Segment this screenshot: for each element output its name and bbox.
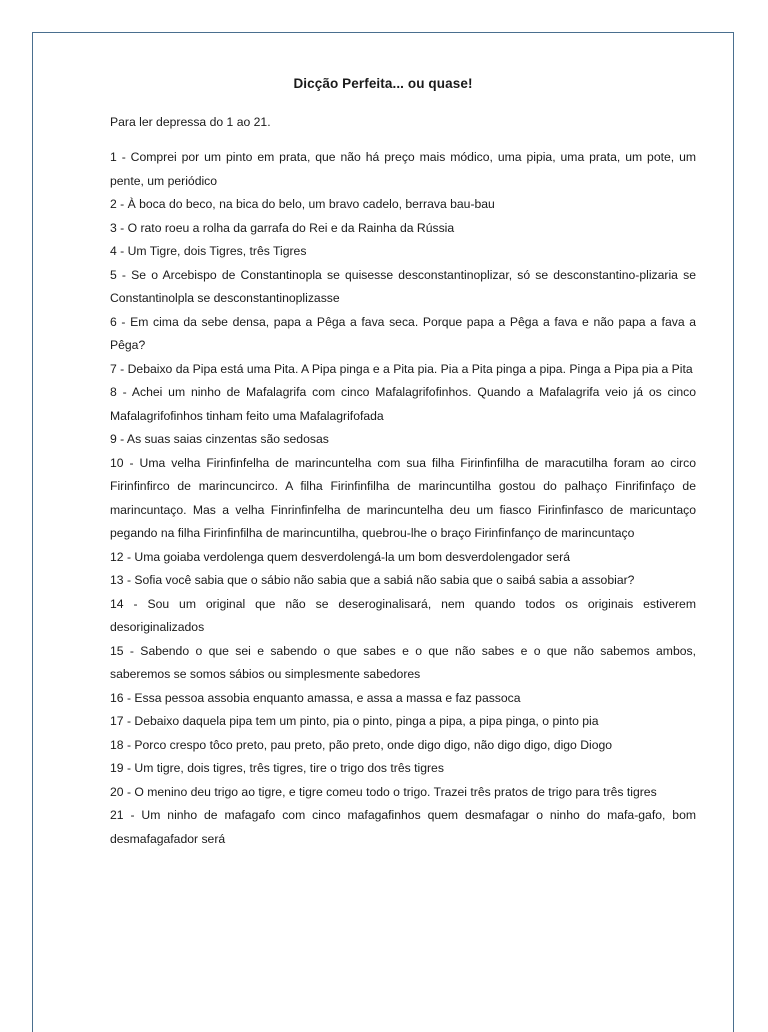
list-item: 9 - As suas saias cinzentas são sedosas [110,432,329,446]
list-item: 13 - Sofia você sabia que o sábio não sabia que a sabiá não sabia que o saibá sabia a assobiar? [110,573,635,587]
list-item: 17 - Debaixo daquela pipa tem um pinto, pia o pinto, pinga a pipa, a pipa pinga, o pinto pia [110,714,599,728]
list-item: 18 - Porco crespo tôco preto, pau preto, pão preto, onde digo digo, não digo digo, digo Diogo [110,737,613,752]
list-item: 14 - Sou um original que não se deseroginalisará, nem quando todos os originais estiverem desoriginalizados [110,596,696,634]
list-item: 15 - Sabendo o que sei e sabendo o que sabes e o que não sabes e o que não sabemos ambos, saberemos se somos sábios ou simplesmente sabedores [110,643,696,681]
list-item: 19 - Um tigre, dois tigres, três tigres, tire o trigo dos três tigres [110,761,444,775]
tongue-twister-list [110,146,696,851]
list-item: 10 - Uma velha Firinfinfelha de marincuntelha com sua filha Firinfinfilha de maracutilha foram ao circo Firinfinfirco de marincuncirco. A filha Firinfinfilha de marincuntilha gostou do palhaço Finrifinfaço de marincuntaço. Mas a velha Finrinfinfelha de marincuntelha deu um fiasco Firinfinfasco de maricuntaço pegando na filha Firinfinfilha de marincuntilha, quebrou-lhe o braço Firinfinfanço de marincuntaço [110,455,696,540]
list-item: 7 - Debaixo da Pipa está uma Pita. A Pipa pinga e a Pita pia. Pia a Pita pinga a pipa. Pinga a Pipa pia a Pita [110,361,693,376]
list-item: 5 - Se o Arcebispo de Constantinopla se quisesse desconstantinoplizar, só se desconstantino-plizaria se Constantinolpla se desconstantinoplizasse [110,267,696,305]
list-item: 6 - Em cima da sebe densa, papa a Pêga a fava seca. Porque papa a Pêga a fava e não papa a fava a Pêga? [110,314,696,352]
list-item: 3 - O rato roeu a rolha da garrafa do Rei e da Rainha da Rússia [110,220,455,235]
intro-text: Para ler depressa do 1 ao 21. [110,115,271,129]
list-item: 12 - Uma goiaba verdolenga quem desverdolengá-la um bom desverdolengador será [110,549,571,564]
page-title: Dicção Perfeita... ou quase! [293,76,473,91]
list-item: 21 - Um ninho de mafagafo com cinco mafagafinhos quem desmafagar o ninho do mafa-gafo, bom desmafagafador será [110,808,696,846]
list-item: 20 - O menino deu trigo ao tigre, e tigre comeu todo o trigo. Trazei três pratos de trigo para três tigres [110,784,657,799]
list-item: 16 - Essa pessoa assobia enquanto amassa, e assa a massa e faz passoca [110,690,521,705]
list-item: 2 - À boca do beco, na bica do belo, um bravo cadelo, berrava bau-bau [110,197,495,211]
document-page [32,32,734,1032]
list-item: 4 - Um Tigre, dois Tigres, três Tigres [110,244,307,258]
list-item: 8 - Achei um ninho de Mafalagrifa com cinco Mafalagrifofinhos. Quando a Mafalagrifa veio já os cinco Mafalagrifofinhos tinham feito uma Mafalagrifofada [110,385,696,423]
list-item: 1 - Comprei por um pinto em prata, que não há preço mais módico, uma pipia, uma prata, um pote, um pente, um periódico [110,150,696,188]
